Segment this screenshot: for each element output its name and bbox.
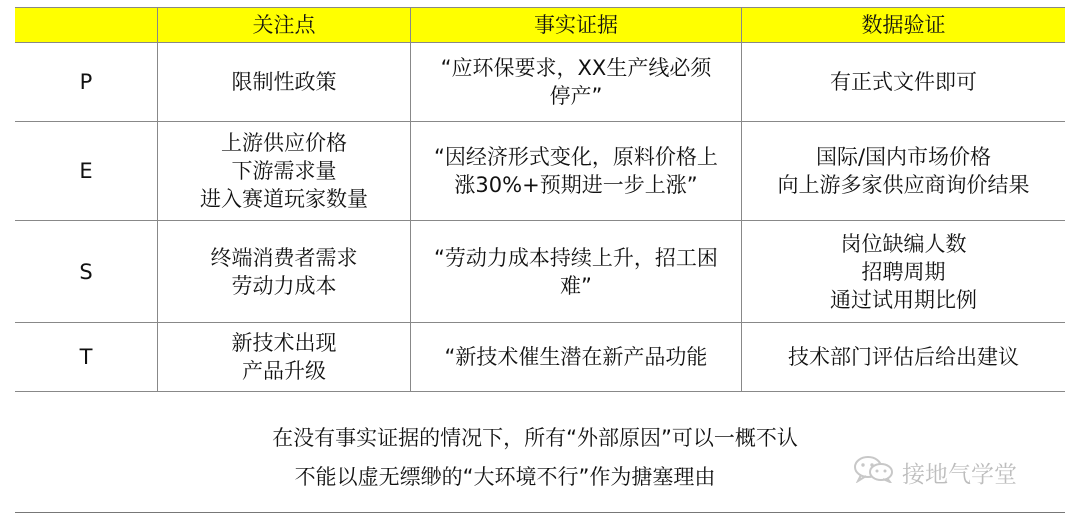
evidence-text: “劳动力成本持续上升，招工困 — [434, 245, 718, 270]
row-key: E — [15, 122, 158, 221]
bottom-divider — [15, 512, 1065, 513]
verification-text: 通过试用期比例 — [830, 287, 977, 312]
evidence-cell — [411, 122, 742, 221]
focus-cell — [158, 221, 411, 323]
verification-text: 技术部门评估后给出建议 — [788, 345, 1019, 369]
header-verification: 数据验证 — [742, 8, 1066, 43]
row-key: S — [15, 221, 158, 323]
verification-text: 岗位缺编人数 — [840, 231, 967, 256]
evidence-cell — [411, 323, 742, 392]
evidence-cell — [411, 221, 742, 323]
focus-cell — [158, 323, 411, 392]
verification-text: 国际/国内市场价格 — [815, 145, 992, 169]
footer-note-1: 在没有事实证据的情况下，所有“外部原因”可以一概不认 — [272, 426, 798, 450]
verification-cell — [742, 221, 1066, 323]
table-row — [15, 323, 1065, 392]
verification-text: 招聘周期 — [861, 259, 946, 284]
evidence-text: 涨30%+预期进一步上涨” — [454, 173, 698, 197]
watermark-text: 接地气学堂 — [902, 461, 1017, 488]
evidence-text: “应环保要求，XX生产线必须 — [440, 56, 712, 80]
table-row — [15, 221, 1065, 323]
focus-text: 产品升级 — [242, 359, 326, 383]
verification-text: 向上游多家供应商询价结果 — [777, 173, 1030, 197]
focus-text: 劳动力成本 — [231, 273, 337, 298]
focus-cell — [158, 122, 411, 221]
verification-cell — [742, 323, 1066, 392]
row-key: T — [15, 323, 158, 392]
focus-text: 上游供应价格 — [221, 131, 347, 155]
table-header-row — [15, 8, 1065, 43]
verification-text: 有正式文件即可 — [830, 70, 977, 94]
evidence-text: 难” — [560, 273, 592, 298]
pest-table — [15, 7, 1065, 392]
focus-text: 限制性政策 — [231, 70, 337, 94]
watermark — [852, 455, 1017, 489]
verification-cell — [742, 122, 1066, 221]
verification-cell — [742, 43, 1066, 122]
header-evidence: 事实证据 — [411, 8, 742, 43]
table-row — [15, 122, 1065, 221]
focus-text: 新技术出现 — [231, 331, 337, 355]
focus-text: 下游需求量 — [231, 159, 337, 183]
focus-text: 进入赛道玩家数量 — [200, 187, 368, 211]
header-focus: 关注点 — [158, 8, 411, 43]
table-row — [15, 43, 1065, 122]
wechat-icon — [852, 455, 896, 489]
header-empty — [15, 8, 158, 43]
footer-note-2: 不能以虚无缥缈的“大环境不行”作为搪塞理由 — [294, 465, 716, 489]
evidence-cell — [411, 43, 742, 122]
focus-cell — [158, 43, 411, 122]
row-key: P — [15, 43, 158, 122]
evidence-text: 停产” — [549, 84, 603, 108]
evidence-text: “因经济形式变化，原料价格上 — [434, 145, 718, 169]
focus-text: 终端消费者需求 — [210, 245, 358, 270]
evidence-text: “新技术催生潜在新产品功能 — [444, 345, 708, 369]
